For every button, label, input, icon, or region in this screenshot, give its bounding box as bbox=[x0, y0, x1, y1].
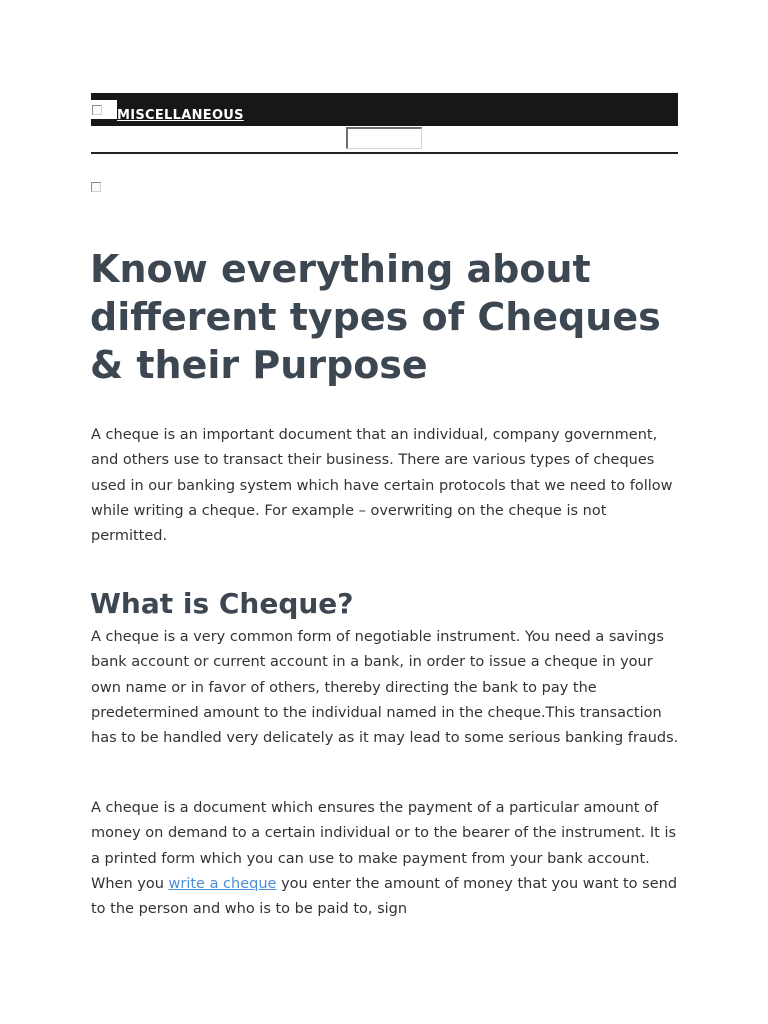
search-input[interactable] bbox=[346, 127, 422, 149]
description-paragraph bbox=[91, 796, 686, 922]
section-heading: What is Cheque? bbox=[90, 587, 354, 620]
top-nav-bar bbox=[91, 93, 678, 126]
site-logo[interactable] bbox=[91, 100, 117, 119]
article-title: Know everything about different types of Cheques & their Purpose bbox=[90, 247, 661, 387]
definition-paragraph: A cheque is a very common form of negotiable instrument. You need a savings bank account or current account in a bank, in order to issue a cheque in your own name or in favor of others, thereby directing the bank to pay the predetermined amount to the individual named in the cheque.This transaction has to be handled very delicately as it may lead to some serious banking frauds. bbox=[91, 629, 679, 747]
header-divider bbox=[91, 152, 678, 154]
broken-image-icon bbox=[92, 105, 102, 115]
featured-image-icon bbox=[91, 182, 101, 192]
intro-paragraph: A cheque is an important document that an individual, company government, and others use to transact their business. There are various types of cheques used in our banking system which have certain protocols that we need to follow while writing a cheque. For example – overwriting on the cheque is not permitted. bbox=[91, 427, 673, 545]
description-text-end: you enter the amount of money that you want to send to the person and who is to be paid to, sign bbox=[91, 875, 678, 918]
description-text-start: A cheque is a document which ensures the payment of a particular amount of money on demand to a certain individual or to the bearer of the instrument. It is a printed form which you can use to make payment from your bank account. When you bbox=[91, 800, 677, 892]
nav-link-miscellaneous[interactable]: MISCELLANEOUS bbox=[117, 108, 244, 123]
write-a-cheque-link[interactable]: write a cheque bbox=[168, 875, 277, 892]
